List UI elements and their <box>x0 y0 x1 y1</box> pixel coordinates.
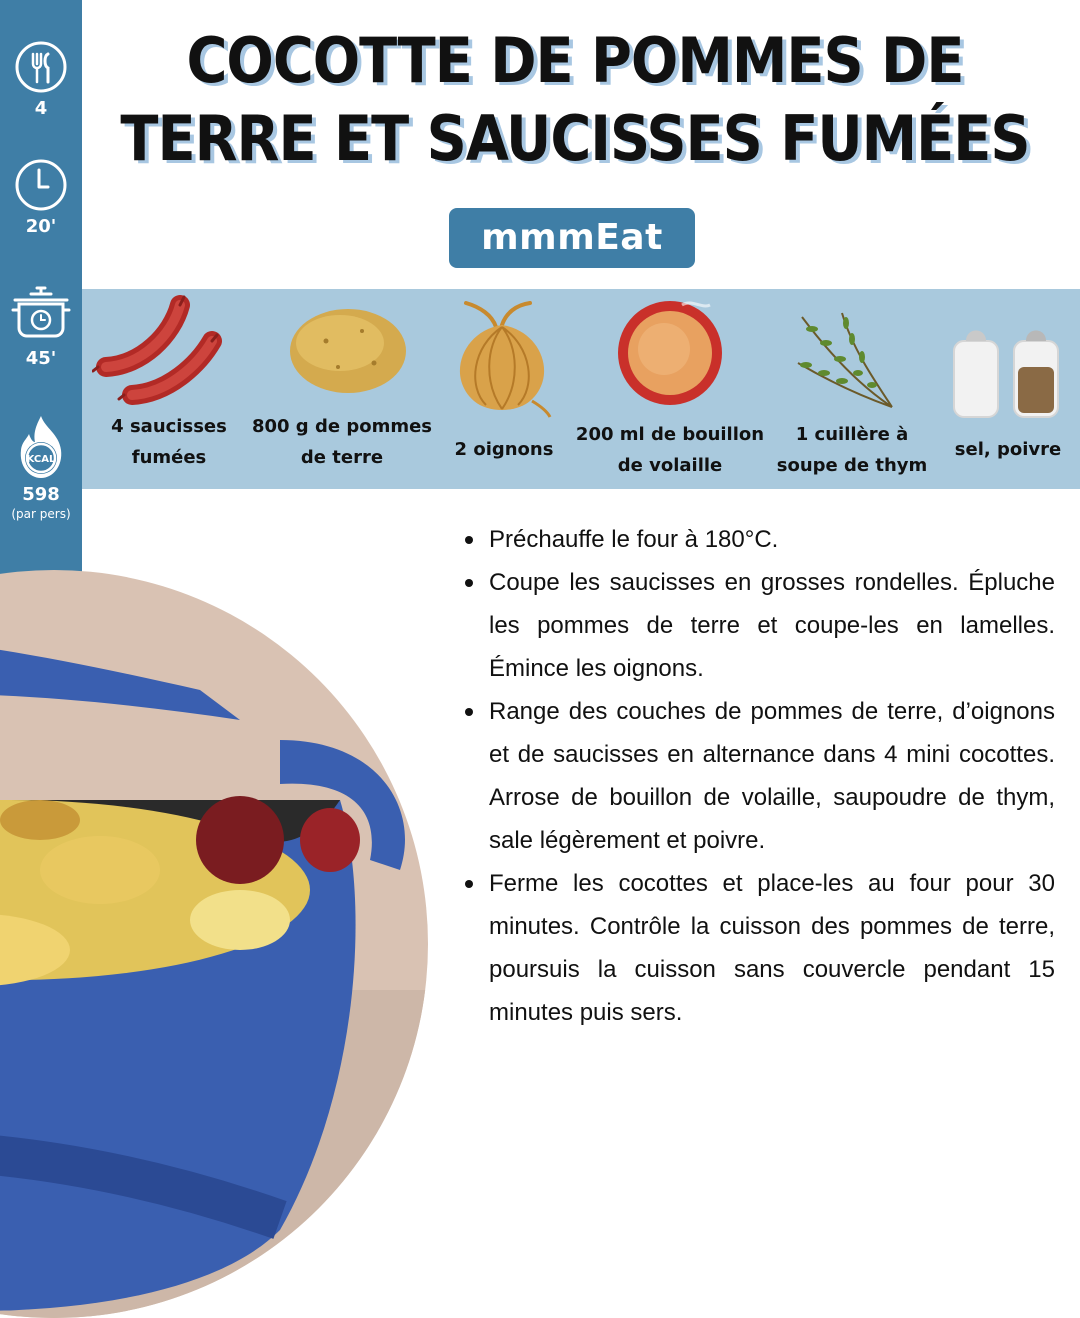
cocotte-illustration <box>0 570 428 1318</box>
ingredient-label: sel, poivre <box>954 439 1062 460</box>
cook-time-stat <box>0 282 82 369</box>
ingredient-label: 1 cuillère à soupe de thym <box>776 424 928 476</box>
ingredient-onions <box>436 289 572 489</box>
brand-logo: mmmEat <box>449 208 695 268</box>
ingredient-potatoes <box>248 289 436 489</box>
step-item: Ferme les cocottes et place-les au four pour 30 minutes. Contrôle la cuisson des pommes de terre, poursuis la cuisson sans couvercle pendant 15 minutes puis sers. <box>462 862 1055 1034</box>
kcal-label: KCAL <box>26 454 56 465</box>
ingredient-broth <box>572 289 768 489</box>
ingredient-label: 2 oignons <box>454 439 554 460</box>
sausages-icon <box>92 295 222 407</box>
ingredient-label: 200 ml de bouillon de volaille <box>575 424 765 476</box>
calories-value: 598 <box>22 484 60 505</box>
calories-note: (par pers) <box>11 507 71 521</box>
servings-stat <box>0 40 82 119</box>
calories-stat <box>0 412 82 521</box>
ingredient-label: 4 saucisses fumées <box>111 416 227 468</box>
ingredient-sausages <box>82 289 248 489</box>
potato-icon <box>286 301 410 397</box>
recipe-steps <box>462 518 1055 1034</box>
calorie-flame-icon <box>11 412 71 484</box>
step-item: Préchauffe le four à 180°C. <box>462 518 1055 561</box>
ingredient-salt-pepper <box>936 289 1080 489</box>
thyme-icon <box>792 307 904 415</box>
cooking-pot-icon <box>9 282 73 344</box>
fork-knife-icon <box>14 40 68 94</box>
onion-icon <box>446 297 564 419</box>
ingredient-thyme <box>768 289 936 489</box>
cook-time-value: 45' <box>25 348 57 369</box>
prep-time-value: 20' <box>25 216 57 237</box>
prep-time-stat <box>0 158 82 237</box>
ingredients-band <box>82 289 1080 489</box>
step-item: Coupe les saucisses en grosses rondelles. Épluche les pommes de terre et coupe-les en lamelles. Émince les oignons. <box>462 561 1055 690</box>
salt-pepper-icon <box>952 317 1062 421</box>
servings-value: 4 <box>34 98 48 119</box>
ingredient-label: 800 g de pommes de terre <box>251 416 433 468</box>
dish-photo <box>0 570 428 1318</box>
broth-bowl-icon <box>612 295 728 411</box>
recipe-info-rail <box>0 0 82 612</box>
step-item: Range des couches de pommes de terre, d’oignons et de saucisses en alternance dans 4 mini cocottes. Arrose de bouillon de volaille, saupoudre de thym, sale légèrement et poivre. <box>462 690 1055 862</box>
recipe-title: COCOTTE DE POMMES DE TERRE ET SAUCISSES FUMÉES <box>120 24 1030 175</box>
clock-icon <box>14 158 68 212</box>
